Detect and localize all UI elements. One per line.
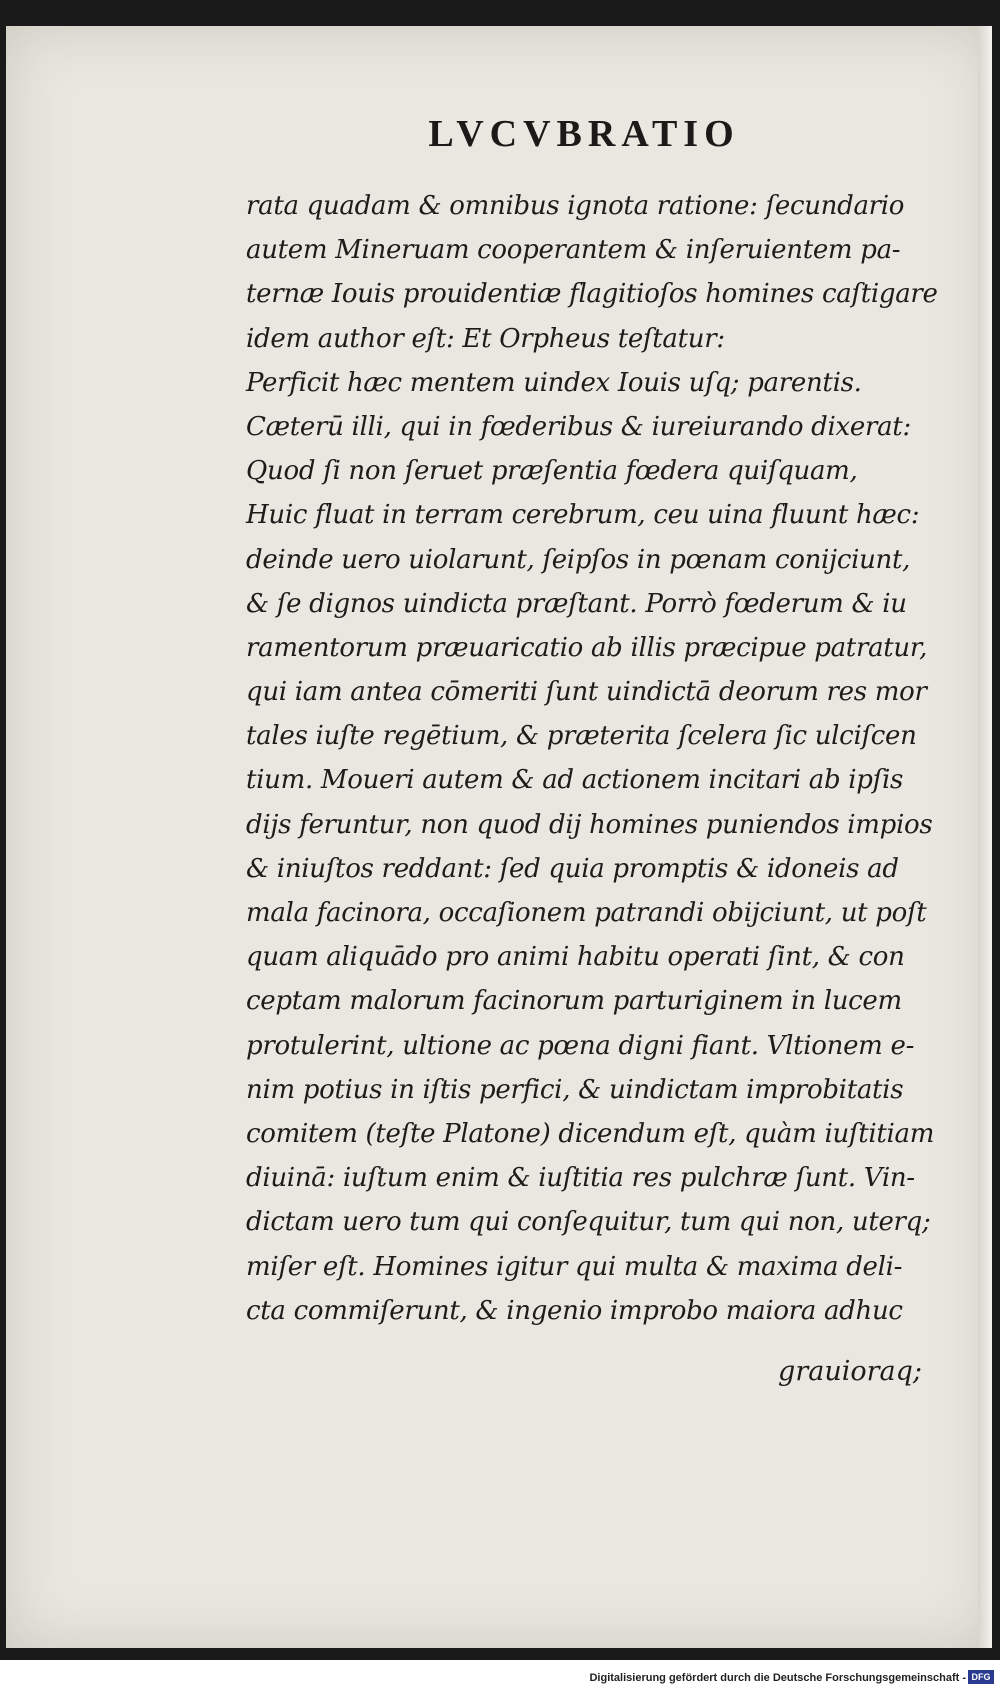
text-line: deinde uero uiolarunt, ſeipſos in pœnam conijciunt,: [246, 544, 911, 575]
text-line: Huic fluat in terram cerebrum, ceu uina fluunt hæc:: [246, 500, 920, 531]
text-line: ternæ Iouis prouidentiæ flagitioſos homines caſtigare: [246, 279, 938, 310]
text-line: cta commiſerunt, & ingenio improbo maiora adhuc: [246, 1295, 903, 1326]
book-page: [6, 26, 992, 1648]
dfg-logo: DFG: [968, 1670, 994, 1684]
text-line: Quod ſi non ſeruet præſentia fœdera quiſquam,: [246, 456, 858, 487]
text-line: & ſe dignos uindicta præſtant. Porrò fœderum & iu: [246, 588, 907, 619]
text-line: Cæterū illi, qui in fœderibus & iureiurando dixerat:: [246, 411, 911, 442]
text-line: qui iam antea cōmeriti ſunt uindictā deorum res mor: [246, 677, 927, 708]
text-line: & iniuſtos reddant: ſed quia promptis & idoneis ad: [246, 853, 899, 884]
text-block: [246, 184, 946, 1333]
text-line: autem Mineruam cooperantem & inſeruientem pa-: [246, 235, 901, 266]
text-line: comitem (teſte Platone) dicendum eſt, quàm iuſtitiam: [246, 1118, 935, 1149]
text-line: Perficit hæc mentem uindex Iouis uſq; parentis.: [246, 367, 862, 398]
catchword: grauioraq;: [778, 1356, 922, 1387]
text-line: rata quadam & omnibus ignota ratione: ſecundario: [246, 191, 905, 221]
text-line: dictam uero tum qui conſequitur, tum qui non, uterq;: [246, 1207, 931, 1238]
text-line: ceptam malorum facinorum parturiginem in lucem: [246, 986, 902, 1017]
text-line: protulerint, ultione ac pœna digni fiant. Vltionem e-: [246, 1030, 915, 1061]
text-line: idem author eſt: Et Orpheus teſtatur:: [246, 323, 725, 354]
text-line: dijs feruntur, non quod dij homines puniendos impios: [246, 809, 933, 840]
footer-credit: Digitalisierung gefördert durch die Deutsche Forschungsgemeinschaft -: [589, 1672, 966, 1684]
text-line: diuinā: iuſtum enim & iuſtitia res pulchræ ſunt. Vin-: [246, 1163, 915, 1194]
running-head: LVCVBRATIO: [428, 113, 740, 155]
text-line: tales iuſte regētium, & præterita ſcelera ſic ulciſcen: [246, 721, 917, 752]
text-line: mala facinora, occaſionem patrandi obijciunt, ut poſt: [246, 898, 927, 928]
text-line: miſer eſt. Homines igitur qui multa & maxima deli-: [246, 1251, 903, 1282]
text-line: ramentorum præuaricatio ab illis præcipue patratur,: [246, 632, 928, 663]
text-line: quam aliquādo pro animi habitu operati ſint, & con: [246, 942, 905, 973]
text-line: nim potius in iſtis perfici, & uindictam improbitatis: [246, 1074, 904, 1105]
page-edge: [978, 26, 992, 1648]
text-line: tium. Moueri autem & ad actionem incitari ab ipſis: [246, 765, 904, 796]
